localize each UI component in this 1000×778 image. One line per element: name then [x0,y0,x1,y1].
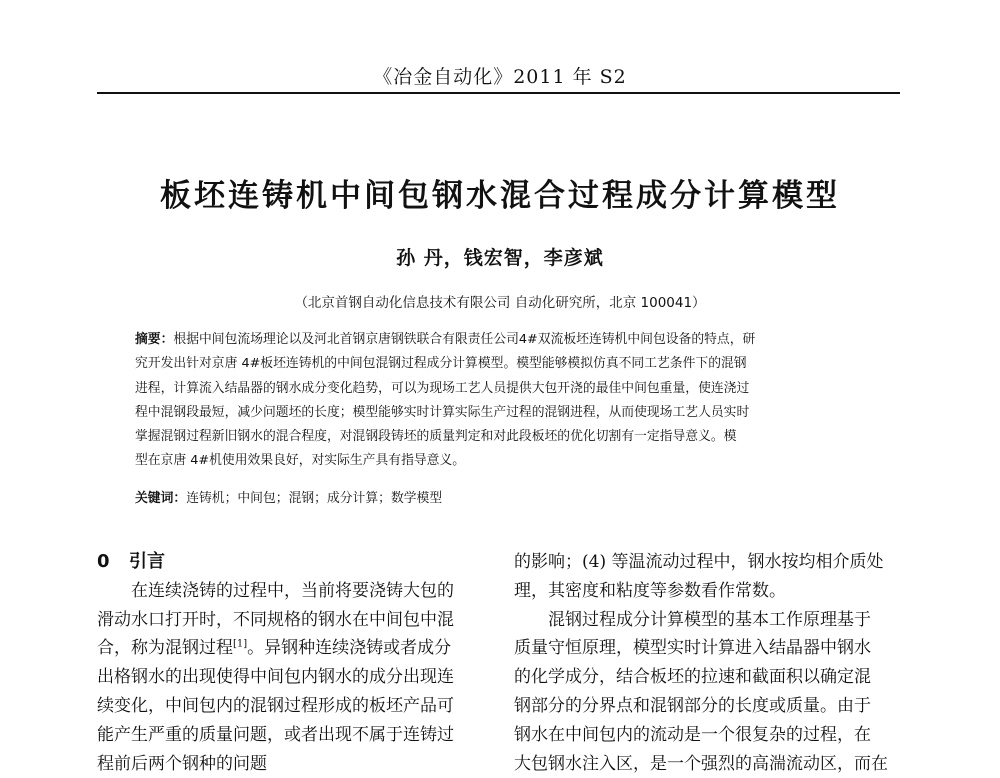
body-line: 续变化，中间包内的混钢过程形成的板坯产品可 [97,695,454,716]
body-line: 混钢过程成分计算模型的基本工作原理基于 [548,609,871,630]
citation-ref[interactable]: [1] [233,638,248,650]
paper-authors: 孙 丹，钱宏智，李彦斌 [396,247,604,269]
keywords [135,487,442,506]
keywords-label: 关键词： [135,491,187,506]
body-line: 钢部分的分界点和混钢部分的长度或质量。由于 [514,695,871,716]
abstract-line: 型在京唐 4#机使用效果良好，对实际生产具有指导意义。 [135,453,466,469]
abstract-line: 进程，计算流入结晶器的钢水成分变化趋势，可以为现场工艺人员提供大包开浇的最佳中间包重量，使连浇过 [135,380,750,396]
body-line: 钢水在中间包内的流动是一个很复杂的过程，在 [514,724,871,745]
section-number: 0 [97,551,110,572]
body-line: 程前后两个钢种的问题 [97,753,267,774]
body-line: 能产生严重的质量问题，或者出现不属于连铸过 [97,724,454,745]
body-line: 在连续浇铸的过程中，当前将要浇铸大包的 [131,580,454,601]
body-line: 的影响；(4) 等温流动过程中，钢水按均相介质处 [514,552,884,572]
section-heading [97,548,482,577]
right-column [514,548,899,778]
abstract-line: 掌握混钢过程新旧钢水的混合程度，对混钢段铸坯的质量判定和对此段板坯的优化切割有一定指导意义。模 [135,429,737,445]
body-line: 出格钢水的出现使得中间包内钢水的成分出现连 [97,667,454,688]
header-rule [97,92,900,94]
paper-affiliation: （北京首钢自动化信息技术有限公司 自动化研究所，北京 100041） [294,295,706,311]
abstract-label: 摘要： [135,332,174,347]
body-line: 质量守恒原理，模型实时计算进入结晶器中钢水 [514,638,871,659]
body-line: 合，称为混钢过程[1]。异钢种连续浇铸或者成分 [97,638,452,659]
abstract-line: 程中混钢段最短，减少问题坯的长度；模型能够实时计算实际生产过程的混钢进程，从而使现场工艺人员实时 [135,404,750,420]
abstract-line: 摘要：根据中间包流场理论以及河北首钢京唐钢铁联合有限责任公司4#双流板坯连铸机中间包设备的特点，研 [135,332,756,347]
abstract [135,328,873,474]
left-column [97,548,482,778]
section-title: 引言 [129,551,165,572]
body-line: 大包钢水注入区，是一个强烈的高湍流动区，而在 [514,753,888,774]
keywords-text: 连铸机；中间包；混钢；成分计算；数学模型 [186,491,443,506]
body-line: 的化学成分，结合板坯的拉速和截面积以确定混 [514,667,871,688]
body-line: 理，其密度和粘度等参数看作常数。 [514,580,786,601]
body-line: 滑动水口打开时，不同规格的钢水在中间包中混 [97,609,454,630]
abstract-line: 究开发出针对京唐 4#板坯连铸机的中间包混钢过程成分计算模型。模型能够模拟仿真不同工艺条件下的混钢 [135,356,747,372]
journal-header: 《冶金自动化》2011 年 S2 [373,66,627,88]
paper-title: 板坯连铸机中间包钢水混合过程成分计算模型 [160,178,840,214]
